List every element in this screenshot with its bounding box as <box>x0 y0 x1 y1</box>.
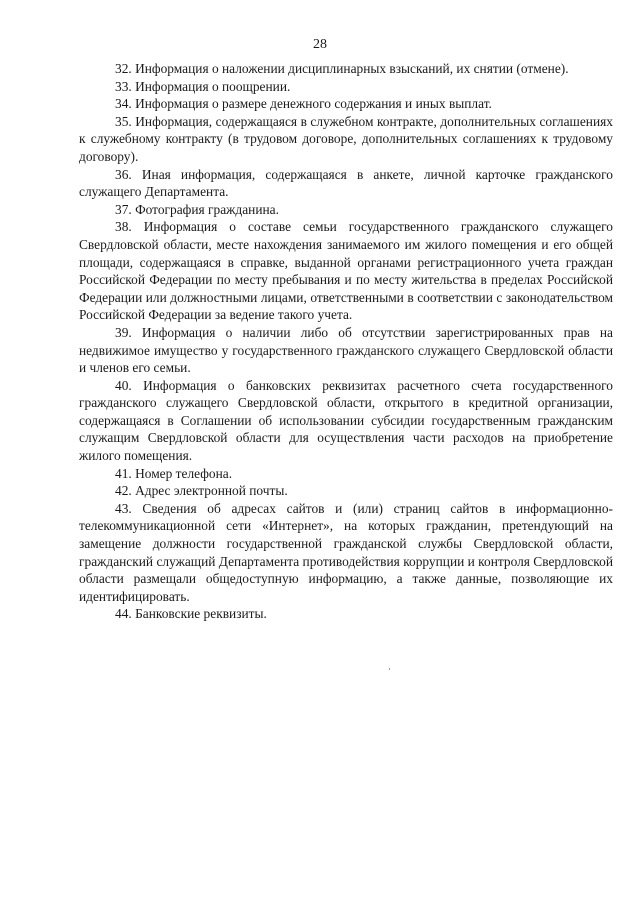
list-item-40: 40. Информация о банковских реквизитах расчетного счета государственного гражданского служащего Свердловской области, открытого в кредитной организации, содержащаяся в Соглашении об использовании субсидии государственным гражданским служащим Свердловской области для осуществления части расходов на приобретение жилого помещения. <box>79 377 613 464</box>
list-item-44: 44. Банковские реквизиты. <box>115 606 267 622</box>
list-item-39: 39. Информация о наличии либо об отсутствии зарегистрированных прав на недвижимое имущество у государственного гражданского служащего Свердловской области и членов его семьи. <box>79 324 613 376</box>
list-item-36: 36. Иная информация, содержащаяся в анкете, личной карточке гражданского служащего Департамента. <box>79 166 613 200</box>
list-item-37: 37. Фотография гражданина. <box>115 201 279 217</box>
scan-artifact-dot <box>389 668 390 670</box>
list-item-32: 32. Информация о наложении дисциплинарных взысканий, их снятии (отмене). <box>115 61 569 76</box>
document-body <box>79 60 613 623</box>
list-item-33: 33. Информация о поощрении. <box>115 78 291 94</box>
list-item-43: 43. Сведения об адресах сайтов и (или) страниц сайтов в информационно-телекоммуникационной сети «Интернет», на которых гражданин, претендующий на замещение должности государственной гражданской службы Свердловской области, гражданский служащий Департамента противодействия коррупции и контроля Свердловской области размещали общедоступную информацию, а также данные, позволяющие их идентифицировать. <box>79 500 613 604</box>
list-item-42: 42. Адрес электронной почты. <box>115 483 288 499</box>
list-item-41: 41. Номер телефона. <box>115 465 233 481</box>
page-number: 28 <box>313 37 327 52</box>
list-item-34: 34. Информация о размере денежного содержания и иных выплат. <box>115 96 492 112</box>
list-item-35: 35. Информация, содержащаяся в служебном контракте, дополнительных соглашениях к служебному контракту (в трудовом договоре, дополнительных соглашениях к трудовому договору). <box>79 113 613 164</box>
list-item-38: 38. Информация о составе семьи государственного гражданского служащего Свердловской области, месте нахождения занимаемого им жилого помещения и его общей площади, содержащаяся в справке, выданной органами регистрационного учета граждан Российской Федерации по месту пребывания и по месту жительства в пределах Российской Федерации или должностными лицами, ответственными в соответствии с законодательством Российской Федерации за ведение такого учета. <box>79 219 613 323</box>
